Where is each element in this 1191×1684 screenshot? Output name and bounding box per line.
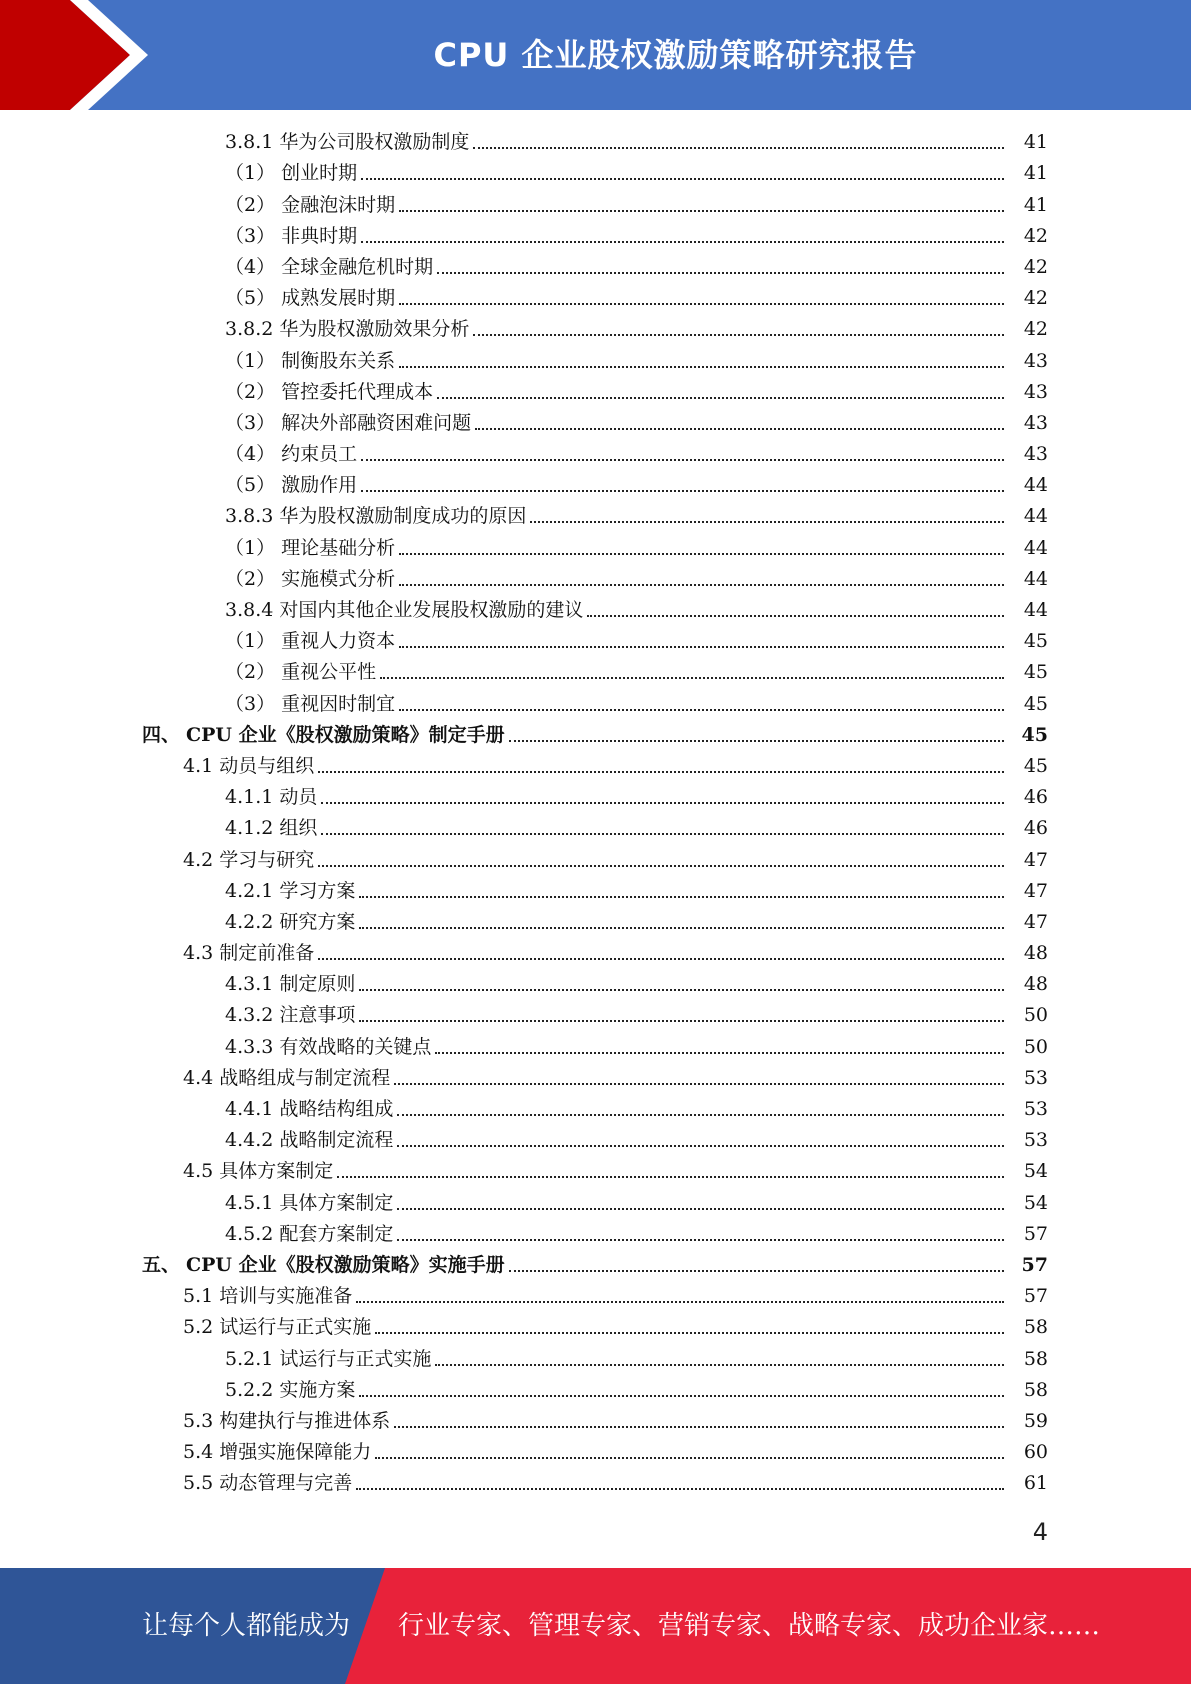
toc-entry-title: CPU 企业《股权激励策略》制定手册 (186, 723, 505, 746)
toc-entry[interactable] (0, 1375, 1191, 1406)
toc-entry-page: 42 (1023, 224, 1048, 247)
toc-entry-number: 5.5 (183, 1472, 214, 1495)
toc-entry-number: 4.3.3 (225, 1035, 274, 1058)
toc-entry-number: （1） (225, 630, 276, 653)
toc-entry-page: 50 (1023, 1035, 1048, 1058)
toc-dot-leader (375, 1332, 1004, 1334)
toc-entry-title: 解决外部融资困难问题 (281, 411, 472, 434)
toc-entry-title: 制定前准备 (219, 942, 315, 965)
toc-dot-leader (375, 1457, 1004, 1459)
toc-dot-leader (359, 896, 1004, 898)
toc-entry-number: 4.5 (183, 1160, 214, 1183)
toc-entry-title: 华为股权激励制度成功的原因 (279, 505, 527, 528)
toc-entry-page: 58 (1023, 1347, 1048, 1370)
toc-entry-page: 46 (1023, 817, 1048, 840)
toc-entry-page: 53 (1023, 1129, 1048, 1152)
toc-entry-page: 58 (1023, 1378, 1048, 1401)
toc-entry[interactable] (0, 439, 1191, 470)
toc-entry-title: 增强实施保障能力 (219, 1441, 372, 1464)
toc-entry-title: 动态管理与完善 (219, 1472, 353, 1495)
toc-entry[interactable] (0, 1343, 1191, 1374)
toc-entry-title: 研究方案 (279, 910, 356, 933)
report-title: CPU 企业股权激励策略研究报告 (433, 36, 918, 74)
toc-entry-title: 成熟发展时期 (281, 287, 396, 310)
toc-dot-leader (399, 553, 1004, 555)
toc-entry-number: 4.3.2 (225, 1004, 274, 1027)
toc-dot-leader (435, 1052, 1004, 1054)
toc-dot-leader (337, 1176, 1004, 1178)
toc-entry-title: 重视公平性 (281, 661, 377, 684)
toc-entry-number: 3.8.4 (225, 599, 274, 621)
toc-entry-number: 4.4.1 (225, 1098, 274, 1120)
toc-entry[interactable] (0, 626, 1191, 657)
toc-entry-title: 具体方案制定 (279, 1191, 394, 1214)
toc-dot-leader (380, 677, 1004, 679)
toc-entry-title: 实施模式分析 (281, 567, 396, 590)
toc-dot-leader (359, 1395, 1004, 1397)
toc-dot-leader (359, 927, 1004, 929)
toc-entry-number: 4.1 (183, 754, 214, 777)
toc-dot-leader (361, 459, 1004, 461)
toc-entry-title: 战略组成与制定流程 (219, 1066, 391, 1089)
toc-dot-leader (397, 1114, 1004, 1116)
toc-entry[interactable] (0, 907, 1191, 938)
toc-entry[interactable] (0, 782, 1191, 813)
toc-entry-number: 3.8.3 (225, 505, 274, 528)
toc-entry-number: 5.1 (183, 1285, 214, 1308)
toc-entry-number: 4.2 (183, 848, 214, 871)
toc-entry-page: 41 (1023, 162, 1048, 185)
toc-entry[interactable] (0, 564, 1191, 595)
toc-entry[interactable] (0, 408, 1191, 439)
toc-entry-title: 激励作用 (281, 474, 358, 497)
toc-dot-leader (399, 303, 1004, 305)
toc-entry[interactable] (0, 876, 1191, 907)
toc-entry-title: 试运行与正式实施 (219, 1316, 372, 1339)
toc-dot-leader (435, 1364, 1004, 1366)
toc-entry-page: 46 (1023, 786, 1048, 809)
toc-entry-page: 60 (1023, 1441, 1048, 1464)
toc-entry-title: 学习与研究 (219, 848, 315, 871)
toc-dot-leader (587, 615, 1004, 617)
toc-entry-page: 44 (1023, 567, 1048, 590)
toc-entry[interactable] (0, 969, 1191, 1000)
toc-entry[interactable] (0, 345, 1191, 376)
toc-dot-leader (361, 178, 1004, 180)
toc-entry-title: 约束员工 (281, 443, 358, 466)
toc-entry[interactable] (0, 813, 1191, 844)
toc-entry-page: 50 (1023, 1004, 1048, 1027)
toc-entry-title: 构建执行与推进体系 (219, 1409, 391, 1432)
toc-dot-leader (321, 833, 1004, 835)
toc-entry-title: 有效战略的关键点 (279, 1035, 432, 1058)
toc-entry-page: 44 (1023, 505, 1048, 528)
toc-entry-page: 43 (1023, 411, 1048, 434)
toc-dot-leader (318, 958, 1004, 960)
toc-dot-leader (475, 428, 1004, 430)
toc-entry[interactable] (0, 1250, 1191, 1281)
toc-entry[interactable] (0, 844, 1191, 875)
toc-dot-leader (399, 210, 1004, 212)
toc-entry-number: （5） (225, 287, 276, 310)
toc-entry-page: 44 (1023, 599, 1048, 621)
toc-entry-page: 53 (1023, 1066, 1048, 1089)
toc-dot-leader (473, 334, 1004, 336)
toc-entry[interactable] (0, 720, 1191, 751)
toc-entry[interactable] (0, 938, 1191, 969)
toc-entry[interactable] (0, 1000, 1191, 1031)
toc-entry[interactable] (0, 1219, 1191, 1250)
toc-dot-leader (399, 709, 1004, 711)
toc-entry-title: 华为公司股权激励制度 (279, 131, 470, 154)
toc-dot-leader (530, 521, 1004, 523)
toc-entry-page: 45 (1023, 630, 1048, 653)
toc-entry-number: （4） (225, 443, 276, 466)
toc-entry-number: 4.1.1 (225, 786, 274, 809)
toc-entry-page: 58 (1023, 1316, 1048, 1339)
toc-entry-number: （3） (225, 692, 276, 715)
toc-entry-title: 制衡股东关系 (281, 349, 396, 372)
toc-entry-number: 5.4 (183, 1441, 214, 1464)
toc-entry-page: 57 (1021, 1253, 1048, 1276)
toc-entry-number: （2） (225, 193, 276, 216)
toc-entry[interactable] (0, 314, 1191, 345)
toc-entry-title: 理论基础分析 (281, 536, 396, 559)
toc-dot-leader (394, 1083, 1004, 1085)
toc-entry-page: 54 (1023, 1191, 1048, 1214)
toc-entry[interactable] (0, 595, 1191, 626)
toc-entry-number: 5.3 (183, 1409, 214, 1432)
toc-entry-page: 42 (1023, 255, 1048, 278)
toc-entry-number: 五、 (142, 1253, 181, 1276)
toc-entry-page: 45 (1021, 723, 1048, 746)
toc-entry[interactable] (0, 1031, 1191, 1062)
toc-entry-number: 4.2.1 (225, 879, 274, 902)
toc-entry-page: 42 (1023, 287, 1048, 310)
toc-dot-leader (509, 1270, 1004, 1272)
toc-entry[interactable] (0, 252, 1191, 283)
toc-entry[interactable] (0, 1406, 1191, 1437)
toc-entry-page: 57 (1023, 1222, 1048, 1245)
toc-entry-page: 48 (1023, 942, 1048, 965)
toc-entry-number: （1） (225, 349, 276, 372)
toc-entry[interactable] (0, 657, 1191, 688)
toc-entry-title: 制定原则 (279, 973, 356, 996)
toc-entry[interactable] (0, 1468, 1191, 1499)
page-footer (0, 1568, 1191, 1684)
toc-entry-page: 47 (1023, 879, 1048, 902)
toc-dot-leader (437, 272, 1004, 274)
toc-entry-page: 47 (1023, 910, 1048, 933)
toc-entry-title: 实施方案 (279, 1378, 356, 1401)
toc-dot-leader (361, 490, 1004, 492)
toc-entry-title: 战略制定流程 (279, 1129, 394, 1152)
footer-slogan: 让每个人都能成为 (142, 1611, 351, 1641)
toc-entry-number: （2） (225, 567, 276, 590)
toc-dot-leader (397, 1145, 1004, 1147)
toc-entry-title: 战略结构组成 (279, 1098, 394, 1120)
toc-entry[interactable] (0, 532, 1191, 563)
toc-dot-leader (321, 802, 1004, 804)
toc-entry[interactable] (0, 470, 1191, 501)
toc-entry-number: 4.3 (183, 942, 214, 965)
toc-entry-page: 44 (1023, 474, 1048, 497)
toc-entry-page: 43 (1023, 443, 1048, 466)
toc-entry-number: （3） (225, 224, 276, 247)
toc-dot-leader (361, 241, 1004, 243)
toc-entry-number: （1） (225, 162, 276, 185)
toc-entry[interactable] (0, 1063, 1191, 1094)
toc-entry-number: （4） (225, 255, 276, 278)
toc-entry-page: 53 (1023, 1098, 1048, 1120)
toc-entry-page: 59 (1023, 1409, 1048, 1432)
toc-entry-number: 4.5.2 (225, 1222, 274, 1245)
toc-entry-number: 4.4.2 (225, 1129, 274, 1152)
toc-entry-page: 43 (1023, 349, 1048, 372)
footer-expert-list: 行业专家、管理专家、营销专家、战略专家、成功企业家…… (398, 1611, 1101, 1641)
toc-entry-title: 金融泡沫时期 (281, 193, 396, 216)
toc-dot-leader (509, 740, 1004, 742)
toc-entry[interactable] (0, 688, 1191, 719)
toc-dot-leader (399, 584, 1004, 586)
toc-entry[interactable] (0, 1094, 1191, 1125)
toc-entry-title: 动员与组织 (219, 754, 315, 777)
toc-entry-page: 61 (1023, 1472, 1048, 1495)
toc-entry[interactable] (0, 377, 1191, 408)
toc-entry-number: 5.2 (183, 1316, 214, 1339)
toc-entry[interactable] (0, 1156, 1191, 1187)
toc-dot-leader (356, 1301, 1004, 1303)
toc-entry-page: 48 (1023, 973, 1048, 996)
toc-entry-number: 5.2.2 (225, 1378, 274, 1401)
toc-entry-number: 4.1.2 (225, 817, 274, 840)
toc-entry[interactable] (0, 1312, 1191, 1343)
toc-entry[interactable] (0, 1187, 1191, 1218)
toc-entry-number: （3） (225, 411, 276, 434)
toc-entry-page: 41 (1023, 193, 1048, 216)
toc-entry-title: CPU 企业《股权激励策略》实施手册 (186, 1253, 505, 1276)
toc-entry-page: 47 (1023, 848, 1048, 871)
toc-entry[interactable] (0, 1437, 1191, 1468)
toc-entry-title: 非典时期 (281, 224, 358, 247)
toc-entry-page: 41 (1023, 131, 1048, 154)
toc-entry[interactable] (0, 283, 1191, 314)
toc-dot-leader (397, 1208, 1004, 1210)
toc-entry-title: 创业时期 (281, 162, 358, 185)
toc-entry-title: 培训与实施准备 (219, 1285, 353, 1308)
toc-entry-title: 华为股权激励效果分析 (279, 318, 470, 341)
toc-entry-page: 42 (1023, 318, 1048, 341)
toc-entry-title: 具体方案制定 (219, 1160, 334, 1183)
toc-entry-number: 4.3.1 (225, 973, 274, 996)
toc-entry-page: 45 (1023, 692, 1048, 715)
toc-dot-leader (359, 1020, 1004, 1022)
table-of-contents (0, 127, 1191, 1499)
toc-entry-title: 重视人力资本 (281, 630, 396, 653)
toc-entry-title: 重视因时制宜 (281, 692, 396, 715)
toc-entry-number: 四、 (142, 723, 181, 746)
toc-entry-title: 对国内其他企业发展股权激励的建议 (279, 599, 584, 621)
toc-entry-title: 全球金融危机时期 (281, 255, 434, 278)
toc-entry[interactable] (0, 751, 1191, 782)
toc-entry[interactable] (0, 1125, 1191, 1156)
toc-dot-leader (397, 1239, 1004, 1241)
toc-entry-number: 5.2.1 (225, 1347, 274, 1370)
toc-entry-number: 4.2.2 (225, 910, 274, 933)
toc-entry-page: 44 (1023, 536, 1048, 559)
toc-entry-number: （5） (225, 474, 276, 497)
toc-dot-leader (318, 771, 1004, 773)
toc-entry[interactable] (0, 158, 1191, 189)
toc-entry-title: 管控委托代理成本 (281, 380, 434, 403)
toc-entry-title: 配套方案制定 (279, 1222, 394, 1245)
toc-entry-number: （1） (225, 536, 276, 559)
toc-entry-title: 试运行与正式实施 (279, 1347, 432, 1370)
toc-entry-page: 43 (1023, 380, 1048, 403)
toc-entry-number: 3.8.2 (225, 318, 274, 341)
toc-dot-leader (399, 646, 1004, 648)
toc-entry[interactable] (0, 221, 1191, 252)
toc-dot-leader (356, 1488, 1004, 1490)
toc-entry-number: 3.8.1 (225, 131, 274, 154)
toc-entry-number: 4.5.1 (225, 1191, 274, 1214)
toc-entry-title: 组织 (279, 817, 318, 840)
toc-entry-number: 4.4 (183, 1066, 214, 1089)
toc-entry-page: 45 (1023, 661, 1048, 684)
toc-entry[interactable] (0, 501, 1191, 532)
toc-dot-leader (318, 865, 1004, 867)
toc-entry[interactable] (0, 1281, 1191, 1312)
toc-dot-leader (437, 397, 1004, 399)
toc-dot-leader (399, 366, 1004, 368)
page-number: 4 (1032, 1518, 1048, 1546)
toc-entry-title: 注意事项 (279, 1004, 356, 1027)
toc-entry-title: 动员 (279, 786, 318, 809)
page-header (0, 0, 1191, 110)
toc-entry[interactable] (0, 127, 1191, 158)
toc-entry-title: 学习方案 (279, 879, 356, 902)
toc-dot-leader (394, 1426, 1004, 1428)
toc-entry-page: 45 (1023, 754, 1048, 777)
toc-entry-number: （2） (225, 380, 276, 403)
toc-dot-leader (473, 147, 1004, 149)
toc-dot-leader (359, 989, 1004, 991)
toc-entry-page: 54 (1023, 1160, 1048, 1183)
toc-entry-number: （2） (225, 661, 276, 684)
toc-entry[interactable] (0, 189, 1191, 220)
toc-entry-page: 57 (1023, 1285, 1048, 1308)
